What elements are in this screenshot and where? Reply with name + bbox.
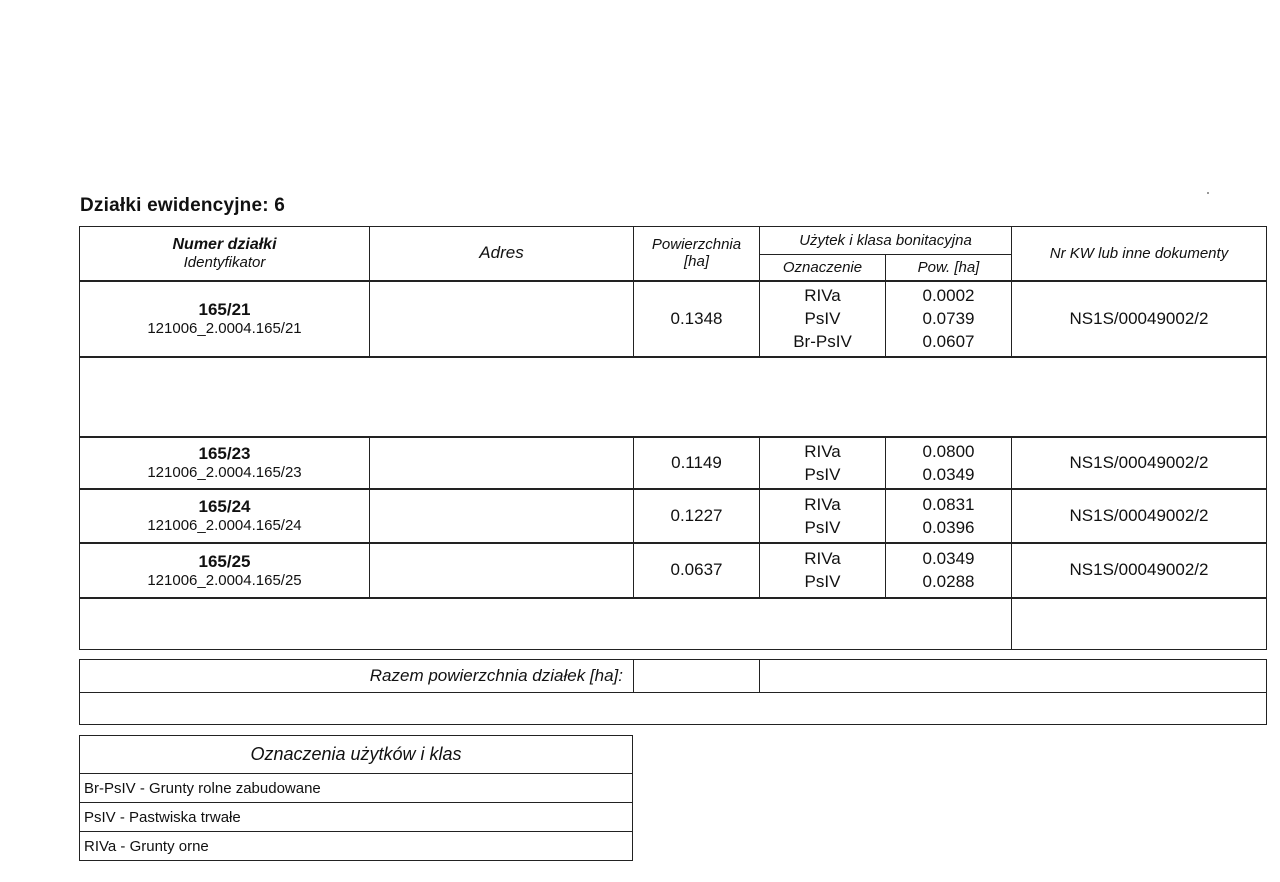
usage-area: 0.0800	[922, 441, 975, 461]
legend-table	[79, 735, 633, 861]
parcel-address	[370, 543, 634, 598]
usage-designation: PsIV	[804, 517, 841, 537]
parcel-number: 165/23	[198, 444, 251, 463]
total-blank-row	[80, 693, 1267, 725]
total-value	[634, 660, 760, 693]
blank-cell	[80, 693, 1267, 725]
usage-designation-cell	[760, 437, 886, 489]
parcel-area: 0.1149	[634, 437, 760, 489]
header-area-line1: Powierzchnia	[651, 236, 742, 254]
usage-designation: RIVa	[804, 549, 841, 568]
usage-designation: RIVa	[804, 286, 841, 305]
total-label: Razem powierzchnia działek [ha]:	[80, 660, 634, 693]
usage-area: 0.0288	[922, 572, 975, 591]
blank-row	[80, 357, 1267, 437]
usage-designation-cell	[760, 543, 886, 598]
scan-speck	[1207, 192, 1209, 194]
total-row	[80, 660, 1267, 693]
usage-designation: PsIV	[804, 572, 841, 591]
legend-item-text: RIVa - Grunty orne	[80, 832, 633, 861]
legend-title-row	[80, 736, 633, 774]
usage-area: 0.0349	[922, 464, 975, 484]
parcel-number-cell	[80, 437, 370, 489]
parcel-identifier: 121006_2.0004.165/21	[147, 320, 302, 337]
usage-area: 0.0349	[922, 549, 975, 568]
parcel-number-cell	[80, 543, 370, 598]
usage-designation: RIVa	[804, 441, 841, 461]
usage-area: 0.0831	[922, 494, 975, 514]
parcel-number-cell	[80, 489, 370, 543]
parcel-address	[370, 437, 634, 489]
header-usage-group: Użytek i klasa bonitacyjna	[760, 227, 1012, 255]
usage-area: 0.0607	[922, 332, 975, 351]
blank-cell	[80, 357, 1267, 437]
usage-area-cell	[886, 543, 1012, 598]
parcel-kw: NS1S/00049002/2	[1012, 437, 1267, 489]
parcel-area: 0.0637	[634, 543, 760, 598]
legend-title: Oznaczenia użytków i klas	[80, 736, 633, 774]
parcel-identifier: 121006_2.0004.165/25	[147, 571, 302, 589]
parcel-area: 0.1348	[634, 281, 760, 357]
table-header-row	[80, 227, 1267, 255]
table-row	[80, 489, 1267, 543]
usage-designation: RIVa	[804, 494, 841, 514]
header-number-cell	[80, 227, 370, 281]
legend-item	[80, 803, 633, 832]
usage-area: 0.0739	[922, 309, 975, 328]
header-address: Adres	[370, 227, 634, 281]
parcel-kw: NS1S/00049002/2	[1012, 489, 1267, 543]
header-number: Numer działki	[172, 235, 277, 253]
table-row	[80, 281, 1267, 357]
parcel-number: 165/21	[198, 300, 251, 319]
legend-item	[80, 832, 633, 861]
blank-row	[80, 598, 1267, 650]
usage-area: 0.0396	[922, 517, 975, 537]
total-spacer	[760, 660, 1267, 693]
parcel-identifier: 121006_2.0004.165/24	[147, 517, 302, 534]
parcel-kw: NS1S/00049002/2	[1012, 281, 1267, 357]
legend-item	[80, 774, 633, 803]
legend-item-text: Br-PsIV - Grunty rolne zabudowane	[80, 774, 633, 803]
usage-designation: PsIV	[804, 309, 841, 328]
parcel-number: 165/24	[198, 497, 251, 516]
header-usage-area: Pow. [ha]	[886, 255, 1012, 281]
legend-item-text: PsIV - Pastwiska trwałe	[80, 803, 633, 832]
blank-cell	[80, 598, 1012, 650]
usage-designation: PsIV	[804, 464, 841, 484]
usage-area-cell	[886, 281, 1012, 357]
parcel-address	[370, 489, 634, 543]
parcel-area: 0.1227	[634, 489, 760, 543]
total-table	[79, 659, 1267, 725]
parcel-number-cell	[80, 281, 370, 357]
header-usage-designation: Oznaczenie	[760, 255, 886, 281]
usage-designation-cell	[760, 281, 886, 357]
table-row	[80, 437, 1267, 489]
usage-area-cell	[886, 437, 1012, 489]
usage-area: 0.0002	[922, 286, 975, 305]
blank-cell	[1012, 598, 1267, 650]
usage-designation: Br-PsIV	[793, 332, 852, 351]
parcel-kw: NS1S/00049002/2	[1012, 543, 1267, 598]
table-row	[80, 543, 1267, 598]
usage-designation-cell	[760, 489, 886, 543]
usage-area-cell	[886, 489, 1012, 543]
parcel-address	[370, 281, 634, 357]
page-title: Działki ewidencyjne: 6	[80, 195, 286, 216]
parcels-table	[79, 226, 1267, 650]
parcel-number: 165/25	[198, 551, 251, 571]
header-identifier: Identyfikator	[183, 253, 266, 271]
header-area-line2: [ha]	[683, 253, 710, 271]
parcel-identifier: 121006_2.0004.165/23	[147, 464, 302, 481]
header-kw: Nr KW lub inne dokumenty	[1012, 227, 1267, 281]
header-area-cell	[634, 227, 760, 281]
